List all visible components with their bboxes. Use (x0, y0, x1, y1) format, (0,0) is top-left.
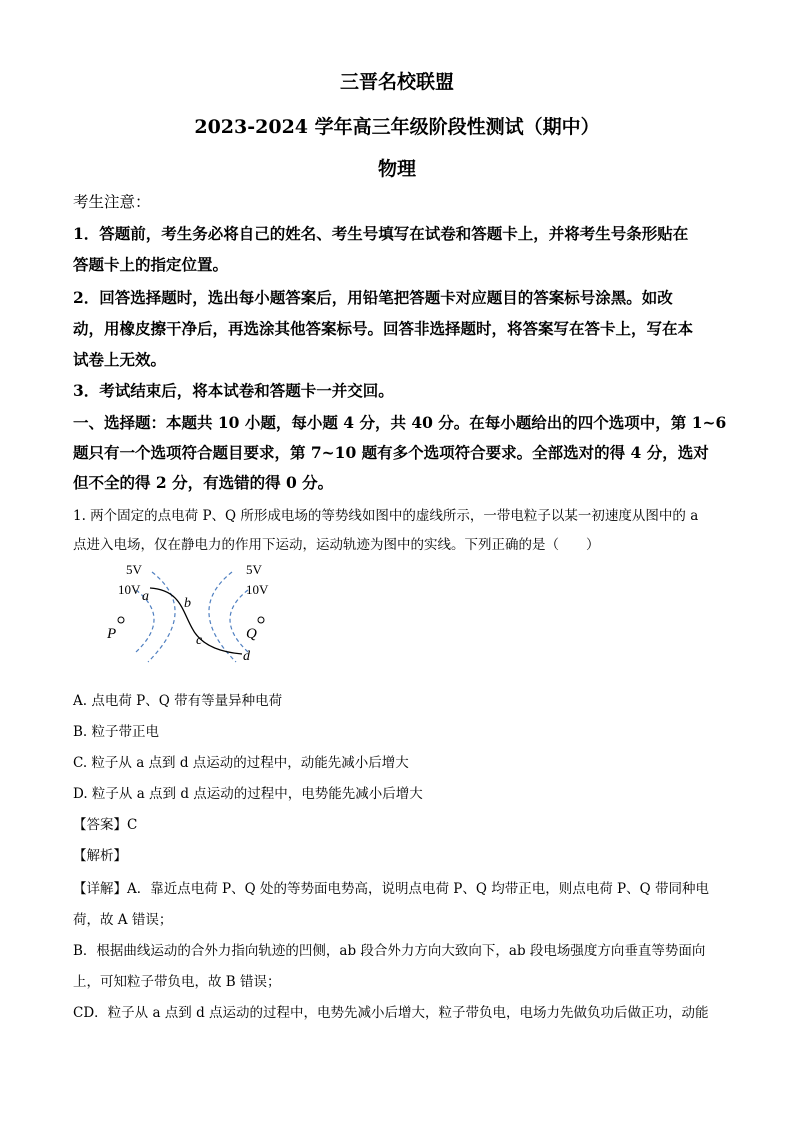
label-p: P (107, 626, 117, 642)
analysis-heading: 【解析】 (73, 848, 127, 864)
section-1-line-2: 题只有一个选项符合题目要求，第 7~10 题有多个选项符合要求。全部选对的得 4 分，选对 (73, 443, 709, 462)
label-5v-right: 5V (246, 562, 262, 577)
label-c: c (196, 633, 203, 648)
notice-heading: 考生注意： (73, 193, 151, 211)
charge-p-marker (118, 617, 124, 623)
option-d: D. 粒子从 a 点到 d 点运动的过程中，电势能先减小后增大 (73, 786, 423, 802)
question-1-stem-line-2: 点进入电场，仅在静电力的作用下运动，运动轨迹为图中的实线。下列正确的是（ ） (73, 537, 600, 553)
question-1-figure (100, 560, 290, 670)
section-1-line-3: 但不全的得 2 分，有选错的得 0 分。 (73, 473, 334, 492)
option-c: C. 粒子从 a 点到 d 点运动的过程中，动能先减小后增大 (73, 755, 409, 771)
equipotential-right-inner (230, 590, 248, 652)
detail-line-1: 【详解】A．靠近点电荷 P、Q 处的等势面电势高，说明点电荷 P、Q 均带正电，则点电荷 P、Q 带同种电 (73, 881, 709, 897)
notice-item-1-line-2: 答题卡上的指定位置。 (73, 255, 229, 274)
detail-line-2: 荷，故 A 错误； (73, 912, 173, 928)
label-a: a (142, 589, 149, 604)
detail-line-4: 上，可知粒子带负电，故 B 错误； (73, 974, 281, 990)
notice-item-2-line-2: 动，用橡皮擦干净后，再选涂其他答案标号。回答非选择题时，将答案写在答卡上，写在本 (73, 319, 694, 338)
exam-title: 2023-2024 学年高三年级阶段性测试（期中） (194, 116, 600, 138)
equipotential-left-outer (148, 572, 175, 662)
label-b: b (184, 596, 191, 611)
label-q: Q (246, 626, 257, 642)
label-d: d (243, 649, 250, 664)
question-1-stem-line-1: 1. 两个固定的点电荷 P、Q 所形成电场的等势线如图中的虚线所示，一带电粒子以某一初速度从图中的 a (73, 508, 699, 524)
charge-q-marker (258, 617, 264, 623)
label-10v-left: 10V (118, 582, 141, 597)
answer-line: 【答案】C (73, 817, 138, 833)
detail-line-3: B．根据曲线运动的合外力指向轨迹的凹侧，ab 段合外力方向大致向下，ab 段电场强度方向垂直等势面向 (73, 943, 706, 959)
notice-item-2-line-1: 2．回答选择题时，选出每小题答案后，用铅笔把答题卡对应题目的答案标号涂黑。如改 (73, 288, 673, 307)
page-title: 三晋名校联盟 (339, 71, 454, 93)
notice-item-3: 3．考试结束后，将本试卷和答题卡一并交回。 (73, 381, 394, 400)
option-a: A. 点电荷 P、Q 带有等量异种电荷 (73, 693, 283, 709)
notice-item-1-line-1: 1．答题前，考生务必将自己的姓名、考生号填写在试卷和答题卡上，并将考生号条形贴在 (73, 224, 689, 243)
option-b: B. 粒子带正电 (73, 724, 160, 740)
subject-title: 物理 (377, 158, 416, 180)
section-1-line-1: 一、选择题：本题共 10 小题，每小题 4 分，共 40 分。在每小题给出的四个选项中，第 1~6 (73, 413, 727, 432)
notice-item-2-line-3: 试卷上无效。 (73, 350, 167, 369)
equipotential-right-outer (209, 572, 236, 662)
detail-line-5: CD．粒子从 a 点到 d 点运动的过程中，电势先减小后增大，粒子带负电，电场力先做负功后做正功，动能 (73, 1005, 709, 1021)
label-10v-right: 10V (246, 582, 269, 597)
label-5v-left: 5V (126, 562, 142, 577)
